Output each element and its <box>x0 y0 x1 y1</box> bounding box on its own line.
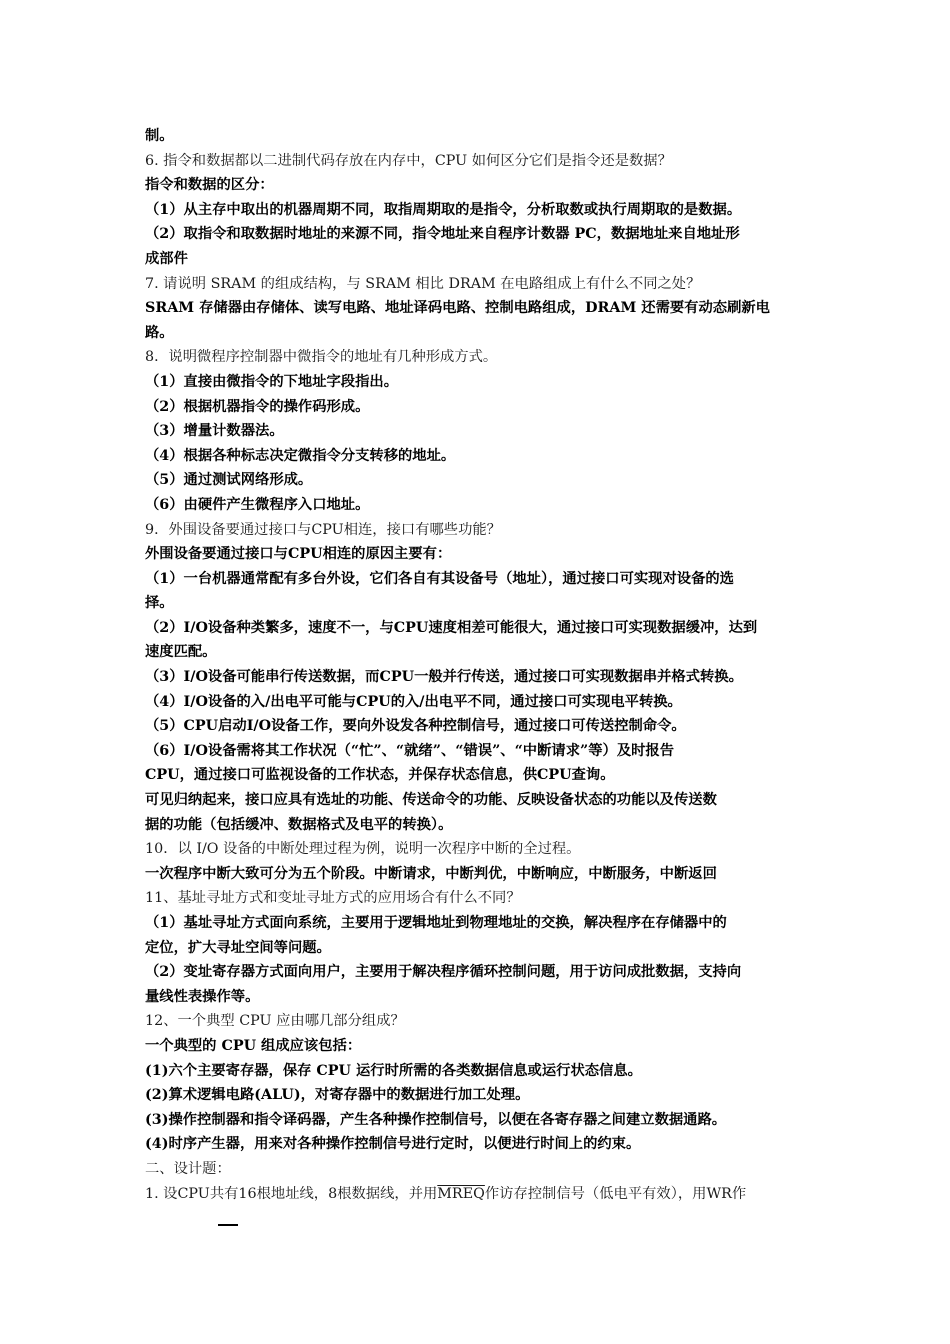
answer-line: 外围设备要通过接口与CPU相连的原因主要有： <box>145 546 452 563</box>
answer-line: （3）I/O设备可能串行传送数据，而CPU一般并行传送，通过接口可实现数据串并格式转换。 <box>145 669 743 686</box>
answer-line: (3)操作控制器和指令译码器，产生各种操作控制信号，以便在各寄存器之间建立数据通路。 <box>145 1111 727 1128</box>
answer-line: （3）增量计数器法。 <box>145 423 284 440</box>
answer-line: 一次程序中断大致可分为五个阶段。中断请求，中断判优，中断响应，中断服务，中断返回 <box>145 865 717 882</box>
question-line: 11、基址寻址方式和变址寻址方式的应用场合有什么不同？ <box>145 890 521 907</box>
document-page <box>145 124 813 1206</box>
answer-line: 制。 <box>145 128 174 144</box>
answer-line: （1）直接由微指令的下地址字段指出。 <box>145 373 398 390</box>
answer-line: （5）CPU启动I/O设备工作，要向外设发各种控制信号，通过接口可传送控制命令。 <box>145 718 686 735</box>
overline-mark <box>218 1224 238 1226</box>
answer-line: （6）I/O设备需将其工作状况（“忙”、“就绪”、“错误”、“中断请求”等）及时报告 <box>145 742 675 759</box>
question-line: 二、设计题： <box>145 1160 231 1177</box>
question-line: 6. 指令和数据都以二进制代码存放在内存中，CPU 如何区分它们是指令还是数据？ <box>145 152 672 169</box>
question-line: 9．外围设备要通过接口与CPU相连，接口有哪些功能？ <box>145 521 501 538</box>
design-question-1-text-b: 作访存控制信号（低电平有效），用WR作 <box>484 1185 747 1202</box>
question-line: 12、一个典型 CPU 应由哪几部分组成？ <box>145 1013 405 1030</box>
answer-line: 可见归纳起来，接口应具有选址的功能、传送命令的功能、反映设备状态的功能以及传送数 <box>145 792 717 809</box>
document-body <box>145 124 813 1182</box>
answer-line: （1）基址寻址方式面向系统，主要用于逻辑地址到物理地址的交换，解决程序在存储器中的 <box>145 915 727 931</box>
answer-line: SRAM 存储器由存储体、读写电路、地址译码电路、控制电路组成，DRAM 还需要有动态刷新电 <box>145 300 770 317</box>
answer-line: （5）通过测试网络形成。 <box>145 472 313 489</box>
answer-line: 成部件 <box>145 250 188 267</box>
design-question-1 <box>145 1182 813 1207</box>
question-line: 10．以 I/O 设备的中断处理过程为例，说明一次程序中断的全过程。 <box>145 841 581 858</box>
answer-line: （1）从主存中取出的机器周期不同，取指周期取的是指令，分析取数或执行周期取的是数据。 <box>145 201 742 218</box>
mreq-signal: MREQ <box>437 1185 485 1202</box>
answer-line: 速度匹配。 <box>145 644 217 661</box>
answer-line: （2）根据机器指令的操作码形成。 <box>145 398 370 415</box>
answer-line: 一个典型的 CPU 组成应该包括： <box>145 1037 362 1054</box>
answer-line: 定位，扩大寻址空间等问题。 <box>145 939 331 956</box>
answer-line: （2）I/O设备种类繁多，速度不一，与CPU速度相差可能很大，通过接口可实现数据缓冲，达到 <box>145 619 758 636</box>
answer-line: (2)算术逻辑电路(ALU)，对寄存器中的数据进行加工处理。 <box>145 1087 530 1104</box>
answer-line: (4)时序产生器，用来对各种操作控制信号进行定时，以便进行时间上的约束。 <box>145 1136 641 1153</box>
question-line: 8．说明微程序控制器中微指令的地址有几种形成方式。 <box>145 349 498 366</box>
design-question-1-text-a: 1. 设CPU共有16根地址线，8根数据线，并用 <box>145 1185 438 1202</box>
answer-line: 据的功能（包括缓冲、数据格式及电平的转换）。 <box>145 816 453 833</box>
answer-line: (1)六个主要寄存器，保存 CPU 运行时所需的各类数据信息或运行状态信息。 <box>145 1062 642 1079</box>
answer-line: 路。 <box>145 324 174 341</box>
answer-line: （1）一台机器通常配有多台外设，它们各自有其设备号（地址），通过接口可实现对设备的选 <box>145 570 734 587</box>
answer-line: （2）变址寄存器方式面向用户，主要用于解决程序循环控制问题，用于访问成批数据，支持向 <box>145 964 742 981</box>
answer-line: （4）根据各种标志决定微指令分支转移的地址。 <box>145 447 456 464</box>
answer-line: CPU，通过接口可监视设备的工作状态，并保存状态信息，供CPU查询。 <box>145 767 615 784</box>
answer-line: （4）I/O设备的入/出电平可能与CPU的入/出电平不同，通过接口可实现电平转换。 <box>145 693 682 710</box>
answer-line: 择。 <box>145 595 174 612</box>
answer-line: （2）取指令和取数据时地址的来源不同，指令地址来自程序计数器 PC，数据地址来自地址形 <box>145 226 740 243</box>
answer-line: 指令和数据的区分： <box>145 177 274 194</box>
answer-line: （6）由硬件产生微程序入口地址。 <box>145 496 370 513</box>
question-line: 7. 请说明 SRAM 的组成结构，与 SRAM 相比 DRAM 在电路组成上有什么不同之处？ <box>145 275 701 292</box>
answer-line: 量线性表操作等。 <box>145 988 260 1005</box>
